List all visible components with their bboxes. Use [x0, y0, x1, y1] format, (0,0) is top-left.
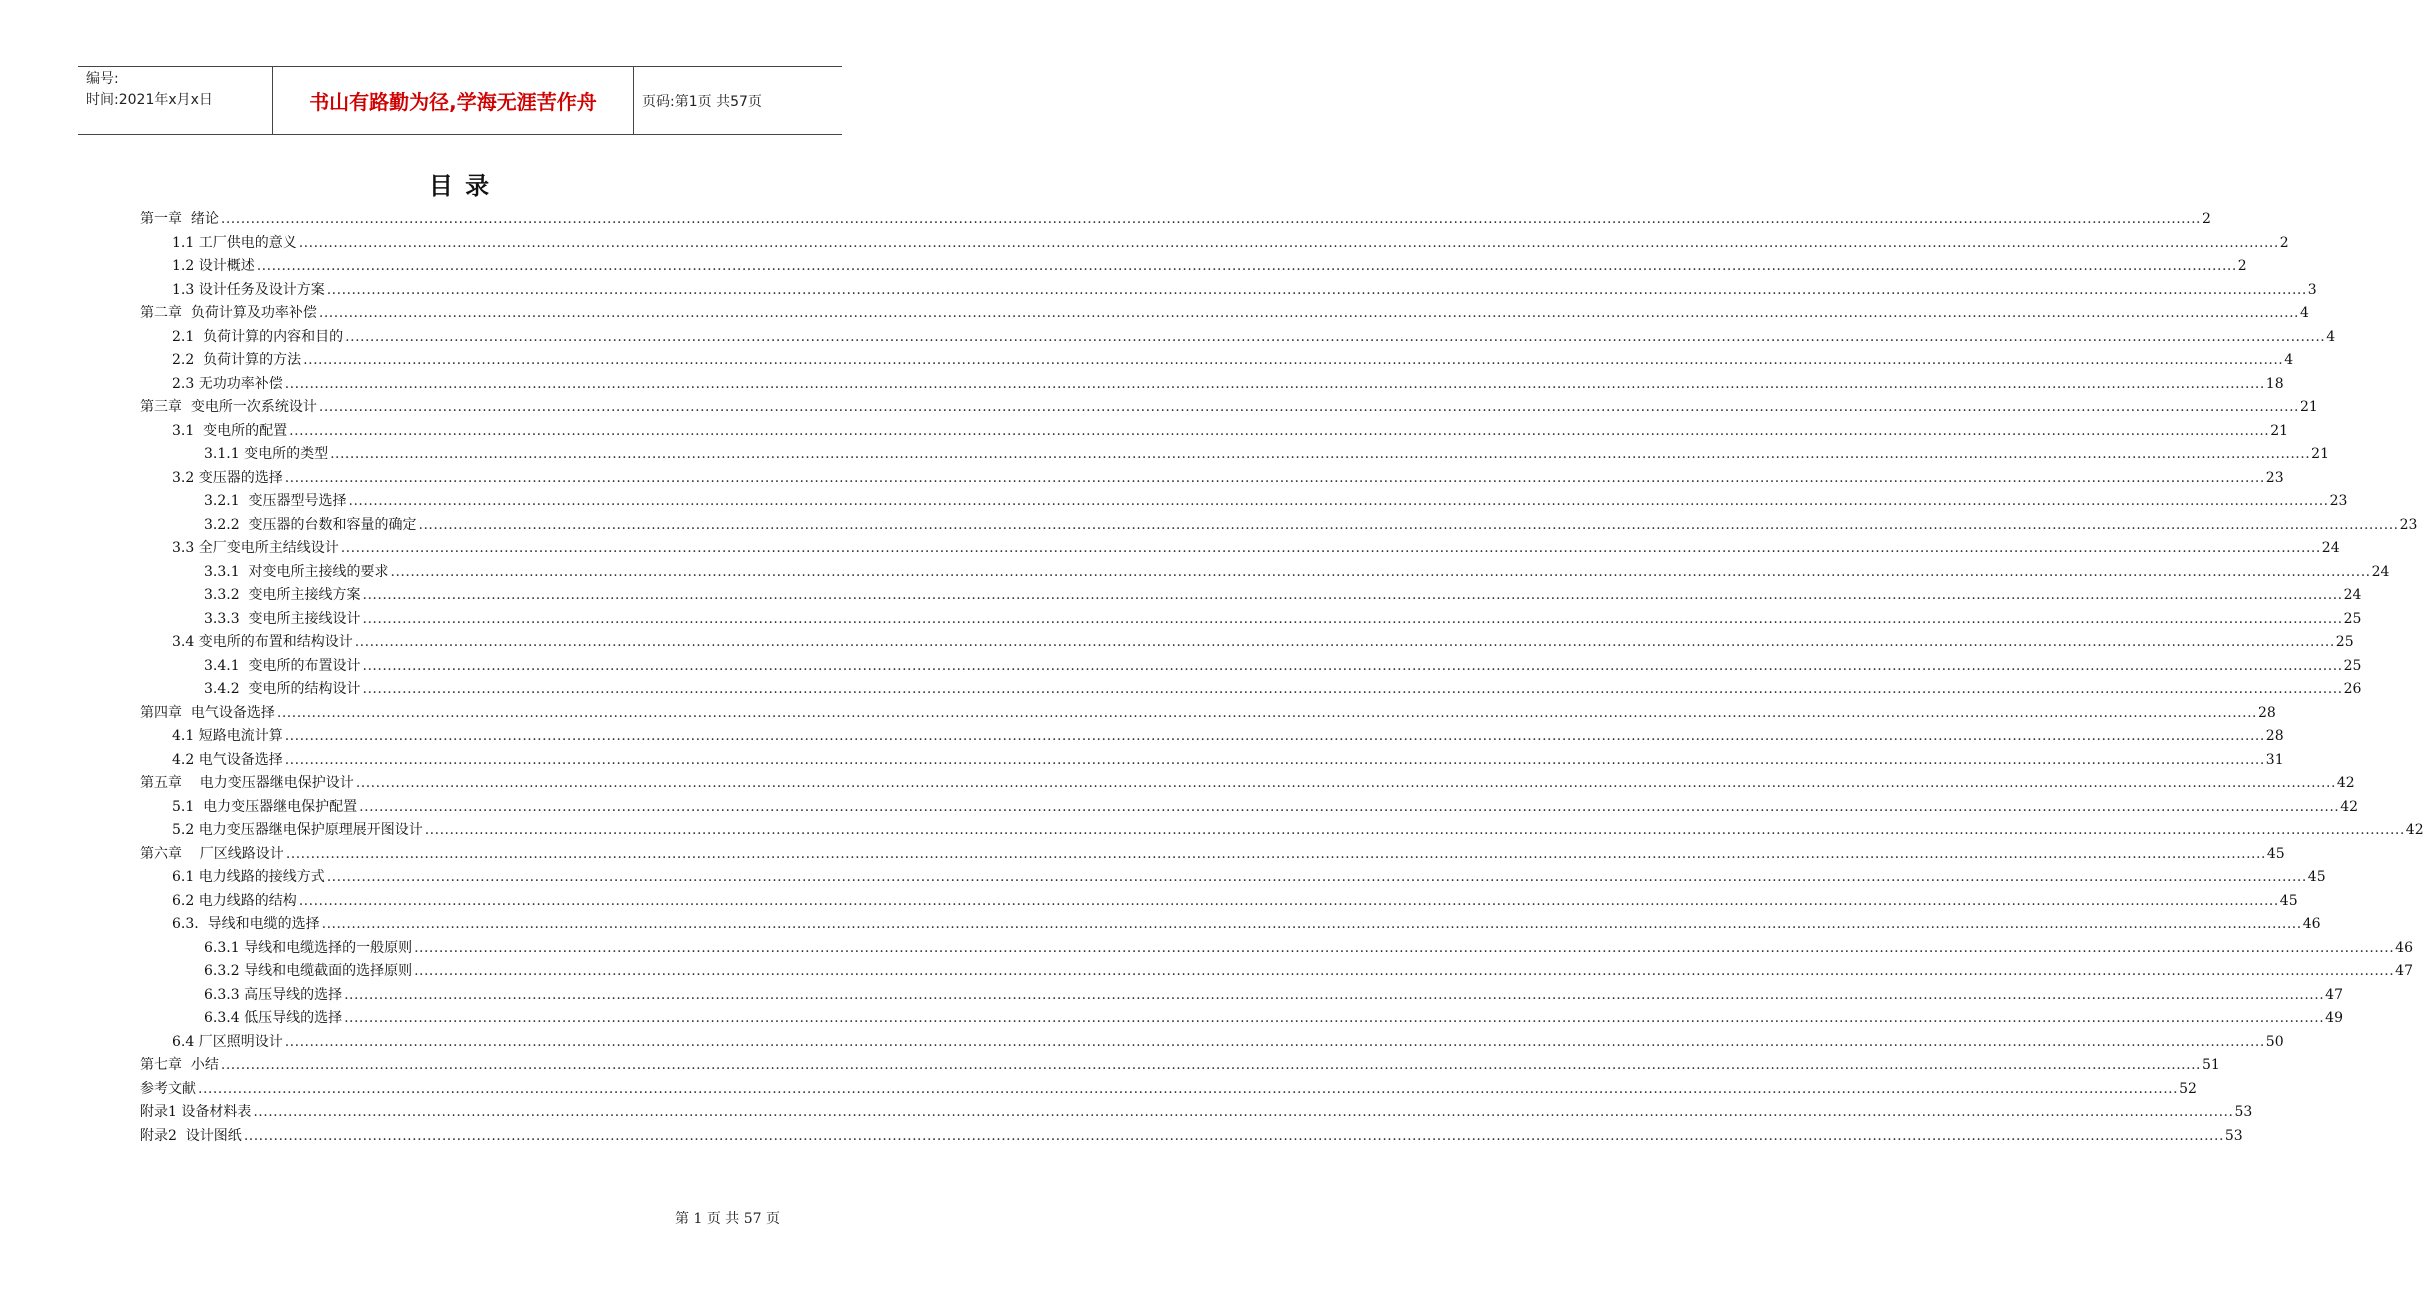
toc-entry-title: 3.3.3 变电所主接线设计	[204, 610, 361, 627]
toc-entry[interactable]	[204, 957, 2413, 980]
toc-entry-title: 2.3 无功功率补偿	[172, 375, 283, 392]
toc-entry-page: 24	[2371, 563, 2390, 580]
toc-entry-title: 参考文献	[140, 1080, 196, 1097]
toc-entry-title: 6.3.3 高压导线的选择	[204, 986, 343, 1003]
toc-dot-leader: ................................................................................................................................................................................................................................................................................................................................................................................................................	[340, 540, 2321, 556]
toc-entry-page: 50	[2265, 1033, 2284, 1050]
toc-entry[interactable]	[204, 652, 2362, 675]
toc-entry-page: 2	[2279, 234, 2289, 251]
document-time-label: 时间:2021年x月x日	[86, 92, 213, 108]
toc-entry-page: 23	[2399, 516, 2418, 533]
toc-entry[interactable]	[204, 511, 2418, 534]
toc-entry[interactable]	[172, 628, 2354, 651]
toc-entry-title: 2.1 负荷计算的内容和目的	[172, 328, 344, 345]
toc-dot-leader: ................................................................................................................................................................................................................................................................................................................................................................................................................	[276, 704, 2257, 721]
toc-entry[interactable]	[172, 229, 2289, 252]
toc-entry-page: 47	[2325, 986, 2343, 1003]
toc-entry-page: 45	[2266, 845, 2285, 862]
toc-entry-title: 5.1 电力变压器继电保护配置	[172, 798, 358, 815]
toc-entry[interactable]	[140, 840, 2285, 863]
toc-entry-title: 3.4.2 变电所的结构设计	[204, 681, 361, 697]
toc-dot-leader: ................................................................................................................................................................................................................................................................................................................................................................................................................	[284, 375, 2265, 392]
toc-dot-leader: ................................................................................................................................................................................................................................................................................................................................................................................................................	[418, 516, 2399, 533]
toc-entry-page: 46	[2302, 916, 2321, 932]
toc-entry-title: 1.2 设计概述	[172, 258, 255, 274]
toc-dot-leader: ................................................................................................................................................................................................................................................................................................................................................................................................................	[424, 822, 2405, 838]
toc-entry-page: 18	[2265, 375, 2284, 392]
toc-entry-title: 6.3.1 导线和电缆选择的一般原则	[204, 939, 413, 956]
toc-entry[interactable]	[172, 370, 2284, 393]
toc-dot-leader: ................................................................................................................................................................................................................................................................................................................................................................................................................	[220, 211, 2201, 227]
toc-entry[interactable]	[172, 887, 2298, 910]
toc-dot-leader: ................................................................................................................................................................................................................................................................................................................................................................................................................	[355, 775, 2336, 791]
toc-entry[interactable]	[172, 1028, 2284, 1051]
toc-entry-page: 24	[2321, 540, 2340, 556]
toc-entry[interactable]	[140, 1075, 2197, 1098]
toc-entry[interactable]	[204, 981, 2343, 1004]
toc-entry[interactable]	[204, 934, 2413, 957]
toc-entry-title: 第一章 绪论	[140, 211, 219, 227]
toc-entry-title: 第六章 厂区线路设计	[140, 845, 284, 862]
toc-entry-title: 3.4 变电所的布置和结构设计	[172, 634, 353, 650]
toc-entry-page: 21	[2311, 446, 2329, 462]
toc-entry-title: 2.2 负荷计算的方法	[172, 352, 302, 368]
toc-entry-page: 25	[2343, 610, 2362, 627]
toc-dot-leader: ................................................................................................................................................................................................................................................................................................................................................................................................................	[354, 634, 2335, 650]
toc-entry-page: 4	[2284, 352, 2294, 368]
toc-entry-page: 46	[2395, 939, 2413, 956]
toc-entry-title: 第二章 负荷计算及功率补偿	[140, 305, 317, 321]
toc-dot-leader: ................................................................................................................................................................................................................................................................................................................................................................................................................	[243, 1127, 2224, 1144]
toc-entry-title: 第三章 变电所一次系统设计	[140, 399, 317, 415]
toc-entry[interactable]	[172, 323, 2336, 346]
toc-entry-page: 21	[2270, 422, 2289, 439]
toc-entry-title: 3.1 变电所的配置	[172, 422, 288, 439]
toc-dot-leader: ................................................................................................................................................................................................................................................................................................................................................................................................................	[303, 352, 2284, 368]
toc-dot-leader: ................................................................................................................................................................................................................................................................................................................................................................................................................	[344, 986, 2325, 1003]
toc-entry-page: 21	[2299, 399, 2318, 415]
toc-dot-leader: ................................................................................................................................................................................................................................................................................................................................................................................................................	[330, 446, 2311, 462]
toc-entry-page: 45	[2307, 869, 2326, 885]
toc-entry-page: 49	[2325, 1010, 2343, 1026]
toc-dot-leader: ................................................................................................................................................................................................................................................................................................................................................................................................................	[284, 751, 2265, 768]
toc-dot-leader: ................................................................................................................................................................................................................................................................................................................................................................................................................	[359, 798, 2340, 815]
toc-entry[interactable]	[204, 1004, 2343, 1027]
toc-entry[interactable]	[172, 346, 2294, 369]
toc-entry-page: 4	[2299, 305, 2309, 321]
toc-entry-page: 47	[2395, 963, 2413, 979]
toc-entry[interactable]	[172, 746, 2284, 769]
toc-entry-title: 4.2 电气设备选择	[172, 751, 283, 768]
toc-entry[interactable]	[172, 464, 2284, 487]
toc-entry-title: 1.1 工厂供电的意义	[172, 234, 297, 251]
toc-entry-title: 6.2 电力线路的结构	[172, 892, 297, 909]
toc-entry[interactable]	[204, 581, 2362, 604]
toc-dot-leader: ................................................................................................................................................................................................................................................................................................................................................................................................................	[220, 1057, 2201, 1073]
toc-dot-leader: ................................................................................................................................................................................................................................................................................................................................................................................................................	[284, 1033, 2265, 1050]
toc-entry-title: 6.3.4 低压导线的选择	[204, 1010, 343, 1026]
toc-entry-page: 25	[2335, 634, 2354, 650]
toc-entry-page: 42	[2340, 798, 2359, 815]
toc-entry-title: 6.4 厂区照明设计	[172, 1033, 283, 1050]
toc-entry[interactable]	[204, 675, 2362, 698]
toc-entry-page: 53	[2234, 1104, 2253, 1120]
toc-entry-page: 53	[2224, 1127, 2243, 1144]
toc-entry-title: 3.3.2 变电所主接线方案	[204, 587, 361, 603]
toc-entry[interactable]	[140, 699, 2276, 722]
toc-dot-leader: ................................................................................................................................................................................................................................................................................................................................................................................................................	[318, 305, 2299, 321]
toc-dot-leader: ................................................................................................................................................................................................................................................................................................................................................................................................................	[284, 469, 2265, 486]
toc-entry-title: 3.2.1 变压器型号选择	[204, 493, 347, 509]
toc-entry[interactable]	[204, 440, 2329, 463]
toc-entry-title: 5.2 电力变压器继电保护原理展开图设计	[172, 822, 423, 838]
toc-entry[interactable]	[172, 276, 2317, 299]
toc-entry[interactable]	[204, 487, 2348, 510]
toc-entry[interactable]	[172, 534, 2340, 557]
toc-entry-title: 6.3. 导线和电缆的选择	[172, 916, 320, 932]
toc-entry-page: 23	[2329, 493, 2348, 509]
toc-entry[interactable]	[204, 605, 2362, 628]
toc-entry-page: 31	[2265, 751, 2284, 768]
toc-dot-leader: ................................................................................................................................................................................................................................................................................................................................................................................................................	[284, 728, 2265, 744]
toc-entry-page: 28	[2265, 728, 2284, 744]
toc-dot-leader: ................................................................................................................................................................................................................................................................................................................................................................................................................	[298, 234, 2279, 251]
toc-entry-title: 4.1 短路电流计算	[172, 728, 283, 744]
toc-dot-leader: ................................................................................................................................................................................................................................................................................................................................................................................................................	[362, 657, 2343, 674]
toc-entry[interactable]	[140, 769, 2355, 792]
toc-entry-title: 附录2 设计图纸	[140, 1127, 242, 1144]
toc-entry-page: 24	[2343, 587, 2362, 603]
toc-dot-leader: ................................................................................................................................................................................................................................................................................................................................................................................................................	[414, 963, 2395, 979]
toc-entry[interactable]	[204, 558, 2390, 581]
toc-entry[interactable]	[172, 910, 2321, 933]
toc-entry-title: 附录1 设备材料表	[140, 1104, 252, 1120]
toc-entry-page: 42	[2336, 775, 2355, 791]
toc-dot-leader: ................................................................................................................................................................................................................................................................................................................................................................................................................	[318, 399, 2299, 415]
toc-entry-title: 3.3.1 对变电所主接线的要求	[204, 563, 389, 580]
toc-dot-leader: ................................................................................................................................................................................................................................................................................................................................................................................................................	[345, 328, 2326, 345]
toc-dot-leader: ................................................................................................................................................................................................................................................................................................................................................................................................................	[256, 258, 2237, 274]
toc-dot-leader: ................................................................................................................................................................................................................................................................................................................................................................................................................	[344, 1010, 2325, 1026]
toc-entry-page: 26	[2343, 681, 2362, 697]
toc-dot-leader: ................................................................................................................................................................................................................................................................................................................................................................................................................	[362, 587, 2343, 603]
toc-dot-leader: ................................................................................................................................................................................................................................................................................................................................................................................................................	[326, 869, 2307, 885]
toc-entry-title: 第四章 电气设备选择	[140, 704, 275, 721]
toc-dot-leader: ................................................................................................................................................................................................................................................................................................................................................................................................................	[298, 892, 2279, 909]
toc-dot-leader: ................................................................................................................................................................................................................................................................................................................................................................................................................	[348, 493, 2329, 509]
toc-entry[interactable]	[172, 816, 2424, 839]
toc-dot-leader: ................................................................................................................................................................................................................................................................................................................................................................................................................	[321, 916, 2302, 932]
toc-dot-leader: ................................................................................................................................................................................................................................................................................................................................................................................................................	[362, 610, 2343, 627]
toc-entry[interactable]	[140, 1051, 2220, 1074]
toc-entry-page: 2	[2201, 211, 2211, 227]
toc-entry-page: 25	[2343, 657, 2362, 674]
header-page-label: 页码:第1页 共57页	[642, 93, 762, 110]
toc-entry-page: 42	[2405, 822, 2424, 838]
toc-entry[interactable]	[140, 393, 2318, 416]
toc-entry[interactable]	[172, 252, 2247, 275]
toc-dot-leader: ................................................................................................................................................................................................................................................................................................................................................................................................................	[253, 1104, 2234, 1120]
page-footer: 第 1 页 共 57 页	[675, 1211, 780, 1227]
toc-entry-title: 3.2.2 变压器的台数和容量的确定	[204, 516, 417, 533]
toc-entry-title: 3.1.1 变电所的类型	[204, 446, 329, 462]
toc-entry-title: 6.3.2 导线和电缆截面的选择原则	[204, 963, 413, 979]
toc-dot-leader: ................................................................................................................................................................................................................................................................................................................................................................................................................	[362, 681, 2343, 697]
toc-entry-title: 3.3 全厂变电所主结线设计	[172, 540, 339, 556]
header-motto: 书山有路勤为径,学海无涯苦作舟	[272, 67, 634, 134]
toc-entry-page: 2	[2237, 258, 2247, 274]
toc-entry[interactable]	[140, 299, 2309, 322]
toc-entry-page: 4	[2326, 328, 2336, 345]
toc-entry[interactable]	[172, 793, 2359, 816]
toc-entry-page: 51	[2201, 1057, 2220, 1073]
header-meta	[78, 67, 272, 134]
toc-entry-page: 3	[2307, 281, 2317, 298]
toc-dot-leader: ................................................................................................................................................................................................................................................................................................................................................................................................................	[414, 939, 2395, 956]
toc-entry[interactable]	[140, 1122, 2243, 1145]
toc-entry-page: 52	[2179, 1080, 2197, 1097]
toc-entry-title: 1.3 设计任务及设计方案	[172, 281, 325, 298]
toc-dot-leader: ................................................................................................................................................................................................................................................................................................................................................................................................................	[326, 281, 2307, 298]
toc-dot-leader: ................................................................................................................................................................................................................................................................................................................................................................................................................	[289, 422, 2270, 439]
toc-dot-leader: ................................................................................................................................................................................................................................................................................................................................................................................................................	[390, 563, 2371, 580]
toc-entry[interactable]	[172, 863, 2326, 886]
toc-title: 目 录	[428, 172, 492, 200]
toc-entry-title: 3.2 变压器的选择	[172, 469, 283, 486]
document-number-label: 编号:	[86, 71, 119, 87]
toc-dot-leader: ................................................................................................................................................................................................................................................................................................................................................................................................................	[285, 845, 2266, 862]
toc-entry[interactable]	[140, 1098, 2253, 1121]
toc-dot-leader: ................................................................................................................................................................................................................................................................................................................................................................................................................	[198, 1080, 2179, 1097]
toc-entry-page: 28	[2257, 704, 2276, 721]
toc-entry[interactable]	[172, 722, 2284, 745]
toc-entry-title: 6.1 电力线路的接线方式	[172, 869, 325, 885]
toc-entry-title: 3.4.1 变电所的布置设计	[204, 657, 361, 674]
toc-entry[interactable]	[172, 417, 2289, 440]
toc-entry[interactable]	[140, 205, 2211, 228]
toc-entry-title: 第七章 小结	[140, 1057, 219, 1073]
page-header	[78, 66, 842, 135]
toc-entry-page: 23	[2265, 469, 2284, 486]
toc-entry-page: 45	[2279, 892, 2298, 909]
toc-entry-title: 第五章 电力变压器继电保护设计	[140, 775, 354, 791]
